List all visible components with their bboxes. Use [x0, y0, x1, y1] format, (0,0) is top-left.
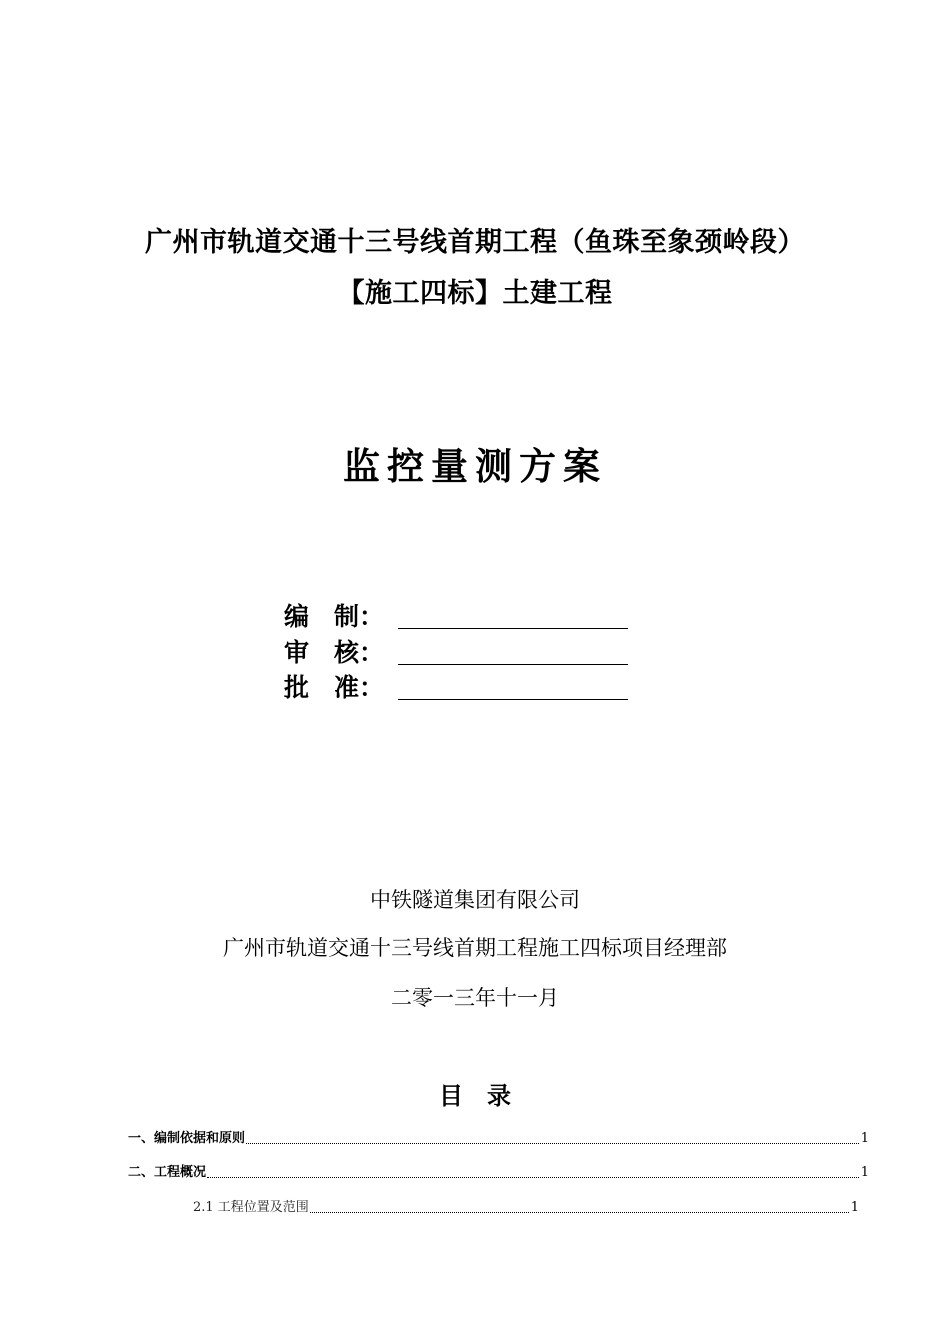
toc-entry-title: 2.1 工程位置及范围 [193, 1200, 309, 1215]
document-title: 监控量测方案 [343, 444, 607, 488]
signature-line [398, 664, 628, 665]
issue-date: 二零一三年十一月 [391, 986, 559, 1010]
toc-entry-title: 一、编制依据和原则 [128, 1131, 246, 1146]
signature-line [398, 628, 628, 629]
signature-line [398, 699, 628, 700]
signoff-label: 编 制： [284, 602, 385, 631]
signoff-row-prepared [284, 600, 398, 634]
cover-title-line-2: 【施工四标】土建工程 [337, 278, 613, 309]
project-department: 广州市轨道交通十三号线首期工程施工四标项目经理部 [223, 936, 727, 960]
toc-entry[interactable] [128, 1129, 869, 1149]
toc-entry[interactable] [193, 1198, 859, 1218]
cover-title-line-1: 广州市轨道交通十三号线首期工程（鱼珠至象颈岭段） [145, 227, 805, 258]
signoff-row-approved [284, 671, 398, 705]
toc-leader-dots [246, 1142, 859, 1144]
toc-entry-title: 二、工程概况 [128, 1165, 207, 1180]
signoff-label: 批 准： [284, 673, 385, 702]
signoff-label: 审 核： [284, 638, 385, 667]
toc-leader-dots [207, 1176, 859, 1178]
company-name: 中铁隧道集团有限公司 [370, 888, 580, 912]
toc-heading: 目 录 [439, 1082, 511, 1110]
signoff-row-reviewed [284, 636, 398, 670]
toc-leader-dots [310, 1211, 849, 1213]
toc-entry-page: 1 [860, 1165, 869, 1180]
toc-entry[interactable] [128, 1163, 869, 1183]
toc-entry-page: 1 [850, 1200, 859, 1215]
toc-entry-page: 1 [860, 1131, 869, 1146]
